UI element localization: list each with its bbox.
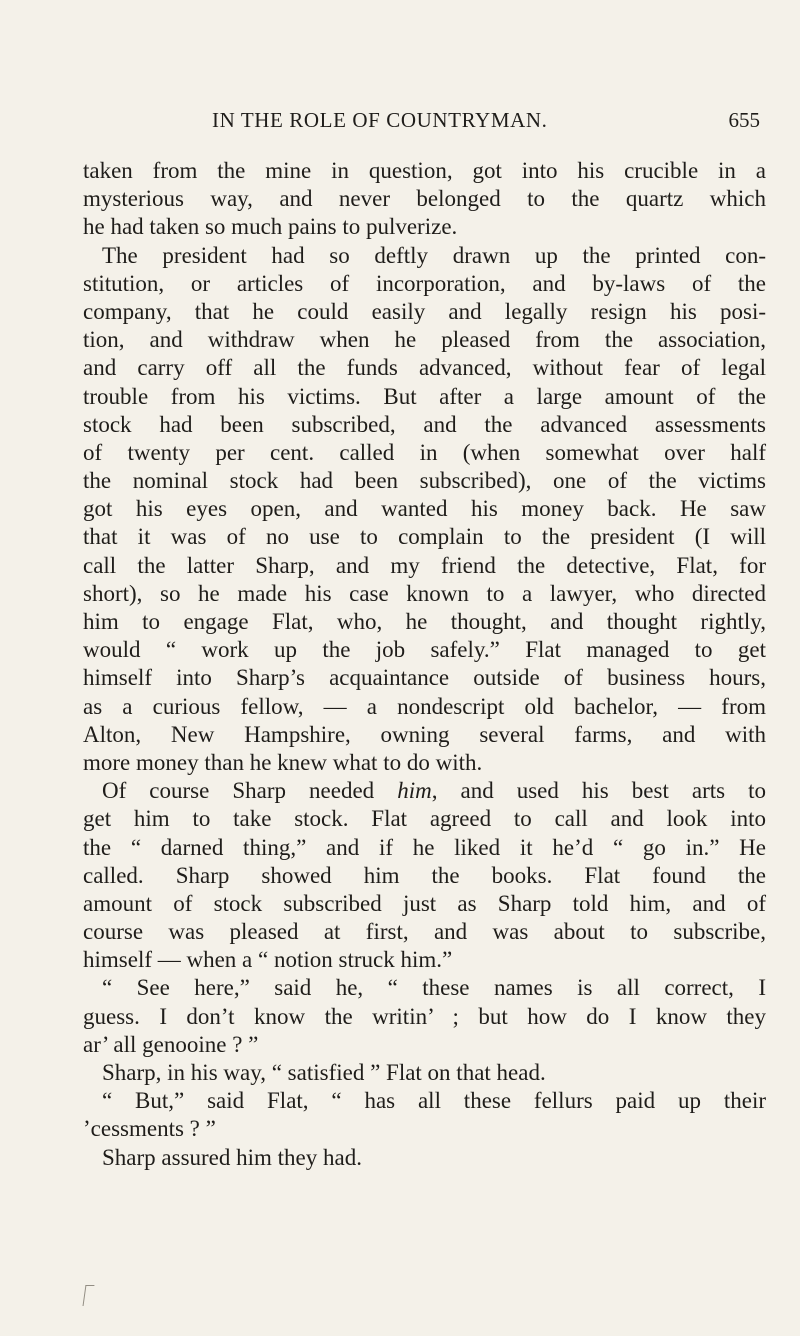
italic-word: him [397, 778, 432, 804]
text-line: ar’ all genooine ? ” [83, 1031, 259, 1057]
text-line: get him to take stock. Flat agreed to call and look into [83, 806, 766, 832]
text-line: himself into Sharp’s acquaintance outside of business hours, [83, 665, 766, 691]
text-line: Sharp, in his way, “ satisfied ” Flat on that head. [102, 1060, 546, 1085]
text-line: tion, and withdraw when he pleased from the association, [83, 327, 766, 353]
text-line: him to engage Flat, who, he thought, and thought rightly, [83, 609, 766, 634]
page-number: 655 [728, 108, 760, 132]
text-line: amount of stock subscribed just as Sharp told him, and of [83, 890, 766, 916]
text-line: as a curious fellow, — a nondescript old bachelor, — from [83, 693, 766, 719]
text-line: Sharp assured him they had. [102, 1144, 362, 1170]
text-line: of twenty per cent. called in (when somewhat over half [83, 439, 766, 465]
text-line: called. Sharp showed him the books. Flat found the [83, 862, 766, 888]
text-line: ’cessments ? ” [83, 1116, 216, 1142]
text-line: company, that he could easily and legally resign his posi- [83, 298, 766, 324]
running-head [212, 108, 760, 138]
text-line: call the latter Sharp, and my friend the detective, Flat, for [83, 552, 766, 578]
running-title: IN THE ROLE OF COUNTRYMAN. [212, 108, 548, 132]
text-line: Of course Sharp needed him, and used his best arts to [102, 778, 766, 804]
text-line: stock had been subscribed, and the advanced assessments [83, 411, 766, 437]
text-line: taken from the mine in question, got into his crucible in a [83, 158, 766, 183]
text-line: mysterious way, and never belonged to the quartz which [83, 186, 766, 212]
printer-mark [83, 1285, 95, 1306]
text-line: got his eyes open, and wanted his money back. He saw [83, 496, 766, 522]
text-line: “ But,” said Flat, “ has all these fellurs paid up their [102, 1088, 766, 1114]
text-line: short), so he made his case known to a lawyer, who directed [83, 580, 766, 606]
text-line: “ See here,” said he, “ these names is all correct, I [102, 975, 766, 1001]
text-line: The president had so deftly drawn up the printed con- [102, 242, 766, 268]
text-line: course was pleased at first, and was about to subscribe, [83, 919, 766, 945]
text-line: the nominal stock had been subscribed), one of the victims [83, 468, 766, 494]
text-line: himself — when a “ notion struck him.” [83, 947, 453, 973]
text-line: stitution, or articles of incorporation, and by-laws of the [83, 270, 766, 296]
text-line: he had taken so much pains to pulverize. [83, 214, 458, 240]
text-line: that it was of no use to complain to the president (I will [83, 524, 766, 550]
text-line: Alton, New Hampshire, owning several farms, and with [83, 721, 766, 747]
text-line: trouble from his victims. But after a large amount of the [83, 383, 766, 409]
body-text [83, 157, 766, 1172]
text-line: more money than he knew what to do with. [83, 749, 483, 775]
text-line: guess. I don’t know the writin’ ; but how do I know they [83, 1003, 766, 1029]
text-line: the “ darned thing,” and if he liked it he’d “ go in.” He [83, 834, 766, 860]
text-line: and carry off all the funds advanced, without fear of legal [83, 355, 766, 381]
text-line: would “ work up the job safely.” Flat managed to get [83, 637, 766, 663]
